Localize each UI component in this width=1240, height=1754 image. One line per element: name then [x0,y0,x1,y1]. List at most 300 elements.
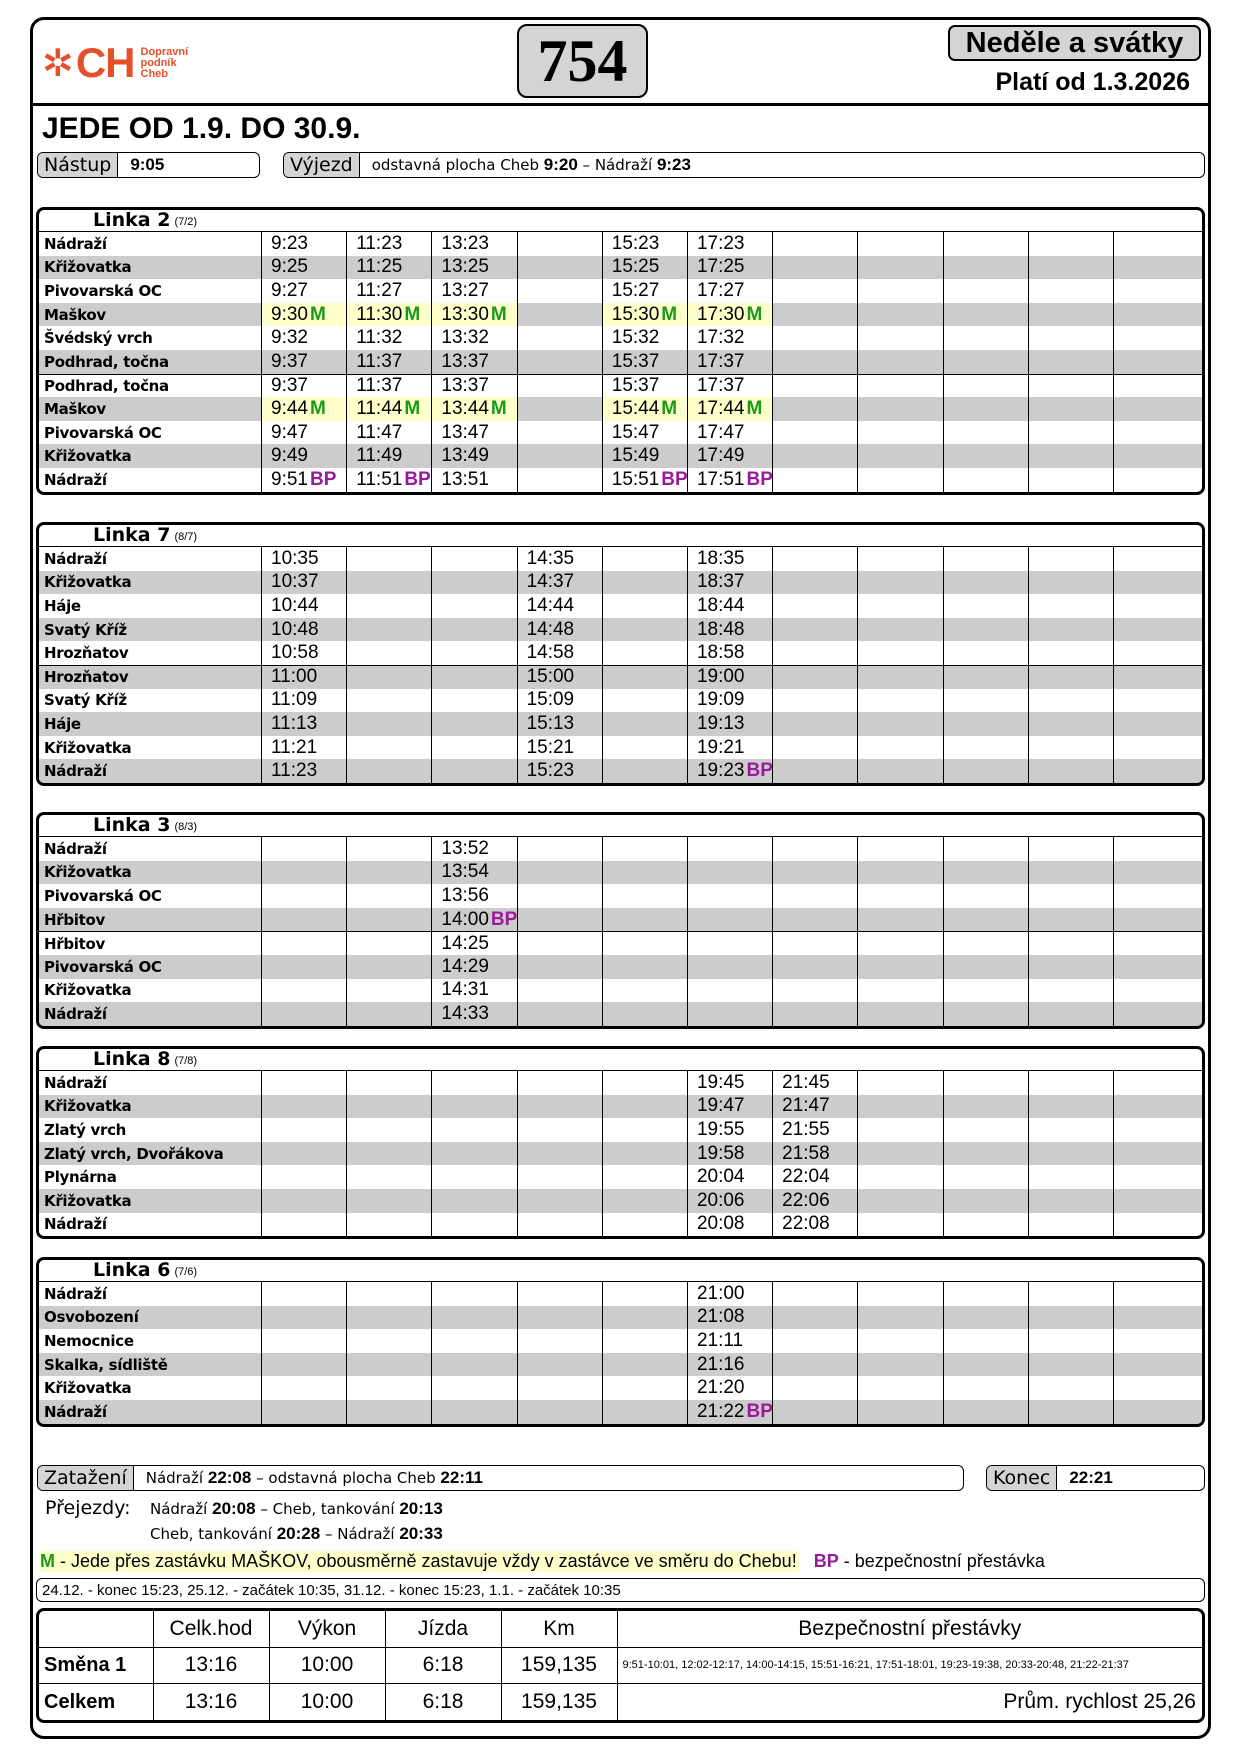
departure-time [432,303,517,327]
departure-time [773,1376,858,1400]
departure-time [688,641,773,665]
departure-time [518,908,603,932]
timetable-row [39,1376,1202,1400]
departure-time [858,1353,943,1377]
departure-time [1029,1306,1114,1330]
time-value: 14:37 [526,571,575,593]
departure-time [603,547,688,571]
stop-name: Křižovatka [39,571,262,595]
departure-time [518,547,603,571]
timetable-row [39,1400,1202,1424]
line-header [39,210,1202,232]
departure-time [773,256,858,280]
departure-time [262,547,347,571]
time-value: 17:44 [696,397,745,419]
departure-time [1114,712,1199,736]
stop-name: Svatý Kříž [39,618,262,642]
departure-time [518,256,603,280]
departure-time [603,1376,688,1400]
departure-time [603,618,688,642]
time-value: 15:49 [611,445,660,467]
legend [40,1551,1045,1572]
departure-box [283,152,1205,178]
stop-name: Křižovatka [39,861,262,885]
departure-time [262,837,347,861]
departure-time [858,1165,943,1189]
departure-time [773,571,858,595]
timetable-row [39,350,1202,374]
departure-time [773,594,858,618]
departure-time [1114,594,1199,618]
route-number: 754 [517,24,648,98]
stop-name: Pivovarská OC [39,421,262,445]
departure-time [347,641,432,665]
departure-time [944,571,1029,595]
departure-time [347,861,432,885]
departure-time [347,837,432,861]
departure-time [944,1165,1029,1189]
line-code: (7/6) [174,1266,198,1278]
departure-time [858,1002,943,1026]
summary-row-label: Směna 1 [39,1647,153,1684]
line-name: Linka 2 [93,209,171,231]
stop-name: Nádraží [39,547,262,571]
departure-time [688,256,773,280]
departure-time [262,1071,347,1095]
departure-time [688,468,773,492]
safety-break-tag: BP [309,468,337,490]
departure-time [773,955,858,979]
departure-time [347,256,432,280]
departure-time [603,908,688,932]
shift-summary [36,1608,1205,1723]
departure-time [262,955,347,979]
departure-time [432,594,517,618]
departure-time [1114,908,1199,932]
line-name: Linka 8 [93,1048,171,1070]
departure-time [858,594,943,618]
departure-time [518,397,603,421]
departure-time [1114,1095,1199,1119]
departure-time [858,421,943,445]
departure-time [688,1400,773,1424]
departure-time [262,1329,347,1353]
departure-time [518,1329,603,1353]
stop-name: Nádraží [39,759,262,783]
logo-letters: CH [75,39,135,86]
departure-time [1114,861,1199,885]
departure-time [603,759,688,783]
crossing-item: Nádraží 20:08 – Cheb, tankování 20:13 [150,1499,443,1518]
departure-time [432,837,517,861]
departure-time [262,350,347,374]
departure-time [603,375,688,398]
departure-time [1114,1400,1199,1424]
time-value: 15:23 [611,232,660,254]
time-value: 15:23 [526,760,575,782]
line-name: Linka 3 [93,814,171,836]
time-value: 19:45 [696,1071,745,1093]
departure-time [858,303,943,327]
departure-time [944,712,1029,736]
departure-time [347,1071,432,1095]
time-value: 17:23 [696,232,745,254]
departure-time [518,666,603,689]
logo-text [141,47,189,80]
timetable-row [39,712,1202,736]
summary-header-row [39,1611,1202,1647]
departure-time [432,256,517,280]
line-header [39,525,1202,547]
summary-row-label: Celkem [39,1684,153,1720]
time-value: 17:37 [696,374,745,396]
stop-name: Podhrad, točna [39,375,262,398]
departure-time [262,979,347,1003]
departure-time [518,1376,603,1400]
time-value: 18:58 [696,642,745,664]
departure-time [688,837,773,861]
legend-bp: BP - bezpečnostní přestávka [813,1551,1045,1571]
departure-time [432,444,517,468]
summary-header: Bezpečnostní přestávky [617,1611,1202,1647]
stop-name: Nádraží [39,1282,262,1306]
departure-time [688,1142,773,1166]
company-logo [42,39,189,86]
timetable-row [39,1282,1202,1306]
departure-time [603,712,688,736]
time-value: 11:23 [271,760,318,782]
departure-time [944,303,1029,327]
time-value: 22:08 [782,1213,830,1235]
departure-time [1029,1071,1114,1095]
departure-time [773,932,858,955]
timetable-row [39,1306,1202,1330]
time-value: 14:35 [526,547,575,569]
departure-time [858,375,943,398]
departure-time [603,350,688,374]
departure-time [688,326,773,350]
departure-time [262,594,347,618]
time-value: 9:30 [271,303,308,325]
departure-time [432,1165,517,1189]
time-value: 17:49 [696,445,745,467]
departure-time [518,303,603,327]
departure-time [347,279,432,303]
departure-time [432,397,517,421]
timetable-row [39,1002,1202,1026]
time-value: 10:58 [271,642,319,664]
departure-time [688,397,773,421]
timetable-row [39,374,1202,398]
departure-time [688,884,773,908]
timetable-row [39,256,1202,280]
time-value: 9:51 [271,468,308,490]
maskov-tag: M [661,303,678,325]
stop-name: Křižovatka [39,1376,262,1400]
time-value: 17:32 [696,327,745,349]
stop-name: Háje [39,712,262,736]
time-value: 15:51 [611,468,660,490]
departure-time [262,908,347,932]
departure-time [1114,1142,1199,1166]
departure-time [773,1282,858,1306]
stop-name: Nádraží [39,1071,262,1095]
departure-time [858,279,943,303]
departure-time [1114,397,1199,421]
departure-time [688,979,773,1003]
time-value: 11:30 [356,303,403,325]
pull-in-label: Zatažení [38,1466,134,1490]
departure-time [858,350,943,374]
departure-time [773,1142,858,1166]
departure-time [944,1400,1029,1424]
departure-time [347,1095,432,1119]
departure-time [432,1118,517,1142]
departure-time [262,1189,347,1213]
departure-time [773,1213,858,1237]
crossings-label: Přejezdy: [45,1497,131,1519]
departure-time [1029,256,1114,280]
departure-time [1029,712,1114,736]
departure-time [262,1118,347,1142]
departure-time [944,1329,1029,1353]
departure-time [773,1189,858,1213]
departure-time [773,979,858,1003]
departure-time [688,571,773,595]
departure-time [944,1071,1029,1095]
departure-time [1029,666,1114,689]
departure-time [347,1306,432,1330]
departure-time [262,1095,347,1119]
departure-time [262,861,347,885]
timetable-row [39,979,1202,1003]
crossing-item: Cheb, tankování 20:28 – Nádraží 20:33 [150,1524,443,1543]
line-code: (8/3) [174,821,198,833]
timetable-row [39,468,1202,492]
average-speed: Prům. rychlost 25,26 [617,1684,1202,1720]
stop-name: Nádraží [39,232,262,256]
departure-time [1114,1002,1199,1026]
departure-time [262,884,347,908]
departure-time [1114,1071,1199,1095]
departure-time [1029,1118,1114,1142]
departure-time [858,326,943,350]
departure-time [688,932,773,955]
time-value: 22:06 [782,1189,830,1211]
departure-time [858,666,943,689]
departure-time [432,884,517,908]
time-value: 21:20 [696,1377,745,1399]
departure-time [518,1071,603,1095]
time-value: 21:22 [696,1400,745,1422]
departure-time [773,1400,858,1424]
departure-time [432,666,517,689]
departure-time [518,861,603,885]
departure-time [603,689,688,713]
departure-time [347,1165,432,1189]
departure-time [518,712,603,736]
departure-time [773,1306,858,1330]
departure-time [432,1282,517,1306]
maskov-tag: M [404,397,421,419]
day-type-badge: Neděle a svátky [948,25,1201,61]
time-value: 15:25 [611,256,660,278]
stop-name: Hrozňatov [39,666,262,689]
line-block [36,522,1205,786]
vykon-value: 10:00 [269,1647,385,1684]
time-value: 11:00 [271,666,318,688]
departure-time [1114,979,1199,1003]
departure-time [858,1189,943,1213]
timetable-row [39,232,1202,256]
line-name: Linka 6 [93,1259,171,1281]
time-value: 17:25 [696,256,745,278]
stop-name: Křižovatka [39,256,262,280]
departure-time [944,736,1029,760]
departure-time [944,1306,1029,1330]
departure-time [858,759,943,783]
time-value: 9:44 [271,397,308,419]
departure-time [347,618,432,642]
departure-time [944,979,1029,1003]
departure-time [944,468,1029,492]
departure-time [518,736,603,760]
departure-time [518,421,603,445]
departure-time [432,1142,517,1166]
departure-time [773,1071,858,1095]
stop-name: Maškov [39,303,262,327]
departure-time [432,326,517,350]
departure-time [773,689,858,713]
departure-time [1029,1002,1114,1026]
departure-time [773,397,858,421]
departure-time [688,594,773,618]
departure-time [1114,884,1199,908]
time-value: 10:35 [271,547,319,569]
departure-time [432,1189,517,1213]
departure-time [1114,421,1199,445]
line-block [36,1046,1205,1239]
departure-time [518,279,603,303]
departure-time [347,736,432,760]
departure-time [944,421,1029,445]
time-value: 21:11 [696,1329,744,1351]
departure-time [518,1189,603,1213]
timetable-row [39,303,1202,327]
departure-time [432,861,517,885]
departure-time [944,1142,1029,1166]
departure-time [773,421,858,445]
time-value: 13:23 [441,232,489,254]
departure-time [262,571,347,595]
time-value: 19:13 [696,712,745,734]
departure-time [773,908,858,932]
departure-time [603,421,688,445]
timetable-row [39,955,1202,979]
departure-time [432,1071,517,1095]
stop-name: Křižovatka [39,979,262,1003]
departure-time [347,979,432,1003]
time-value: 14:00 [441,908,489,930]
departure-time [1029,618,1114,642]
departure-time [262,618,347,642]
time-value: 15:32 [611,327,660,349]
departure-time [858,571,943,595]
departure-time [1029,1189,1114,1213]
departure-time [603,397,688,421]
timetable-row [39,1329,1202,1353]
departure-time [688,712,773,736]
departure-time [1029,547,1114,571]
departure-time [1029,421,1114,445]
departure-time [432,736,517,760]
stop-name: Plynárna [39,1165,262,1189]
departure-time [858,689,943,713]
celk-hod-value: 13:16 [153,1684,269,1720]
time-value: 15:44 [611,397,660,419]
stop-name: Zlatý vrch, Dvořákova [39,1142,262,1166]
departure-time [773,444,858,468]
departure-time [858,1071,943,1095]
departure-time [1114,618,1199,642]
time-value: 9:37 [271,350,308,372]
maskov-tag: M [404,303,421,325]
departure-time [518,1282,603,1306]
summary-header: Jízda [385,1611,501,1647]
departure-time [1114,837,1199,861]
time-value: 19:21 [696,736,745,758]
stop-name: Švédský vrch [39,326,262,350]
time-value: 11:37 [356,374,403,396]
departure-time [603,279,688,303]
departure-time [347,1400,432,1424]
departure-time [603,979,688,1003]
time-value: 19:00 [696,666,745,688]
departure-time [944,1282,1029,1306]
departure-time [518,759,603,783]
departure-time [1029,955,1114,979]
timetable-row [39,689,1202,713]
departure-time [262,468,347,492]
time-value: 19:55 [696,1118,745,1140]
departure-time [432,641,517,665]
departure-time [347,884,432,908]
time-value: 13:47 [441,421,489,443]
departure-time [858,932,943,955]
departure-time [1029,1142,1114,1166]
departure-time [1114,1189,1199,1213]
departure-time [773,279,858,303]
timetable-row [39,571,1202,595]
departure-time [773,232,858,256]
km-value: 159,135 [501,1647,617,1684]
time-value: 9:32 [271,327,308,349]
departure-time [1114,1329,1199,1353]
departure-time [432,955,517,979]
departure-time [773,837,858,861]
departure-time [262,736,347,760]
time-value: 9:23 [271,232,308,254]
timetable-row [39,759,1202,783]
logo-cross-icon: ✲ [42,41,74,85]
departure-time [347,468,432,492]
departure-time [432,908,517,932]
timetable-row [39,931,1202,955]
time-value: 15:30 [611,303,660,325]
departure-time [1029,1165,1114,1189]
time-value: 17:30 [696,303,745,325]
departure-time [518,618,603,642]
